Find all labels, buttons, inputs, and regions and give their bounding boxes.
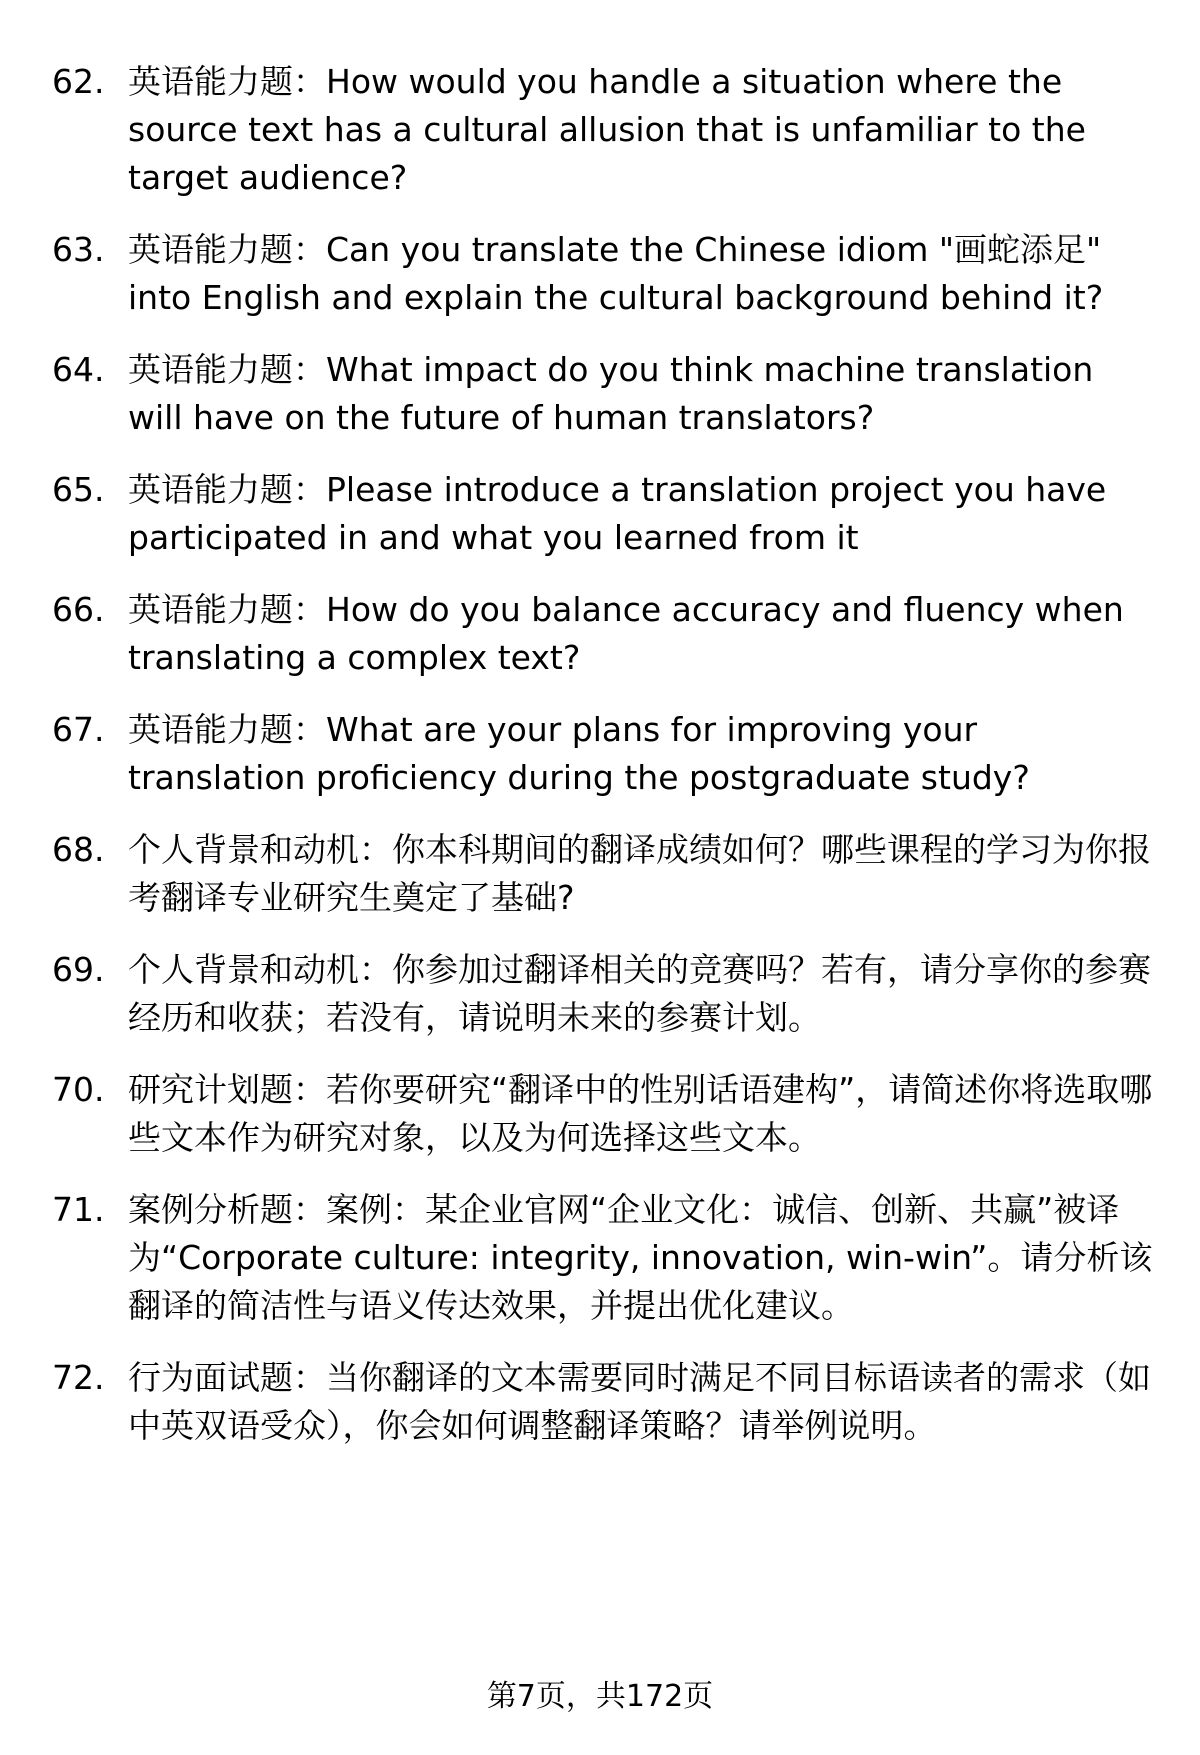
question-item xyxy=(0,826,1200,922)
question-text: 案例分析题：案例：某企业官网“企业文化：诚信、创新、共赢”被译为“Corporate culture: integrity, innovation, win-win”。请分析该翻译的简洁性与语义传达效果，并提出优化建议。 xyxy=(128,1190,1153,1325)
question-number: 70. xyxy=(52,1070,105,1109)
question-number: 66. xyxy=(52,590,105,629)
question-item xyxy=(0,1066,1200,1162)
question-item xyxy=(0,58,1200,202)
question-number: 68. xyxy=(52,830,105,869)
question-number: 71. xyxy=(52,1190,105,1229)
question-number: 67. xyxy=(52,710,105,749)
question-text: 英语能力题：How do you balance accuracy and fluency when translating a complex text? xyxy=(128,590,1124,677)
question-number: 62. xyxy=(52,62,105,101)
question-text: 个人背景和动机：你参加过翻译相关的竞赛吗？若有，请分享你的参赛经历和收获；若没有，请说明未来的参赛计划。 xyxy=(128,950,1151,1037)
question-number: 72. xyxy=(52,1358,105,1397)
question-item xyxy=(0,346,1200,442)
question-number: 69. xyxy=(52,950,105,989)
question-text: 行为面试题：当你翻译的文本需要同时满足不同目标语读者的需求（如中英双语受众），你会如何调整翻译策略？请举例说明。 xyxy=(128,1358,1151,1445)
question-item xyxy=(0,946,1200,1042)
question-item xyxy=(0,586,1200,682)
page-indicator: 第7页，共172页 xyxy=(486,1679,714,1714)
question-list xyxy=(0,58,1200,1474)
question-number: 63. xyxy=(52,230,105,269)
question-text: 英语能力题：How would you handle a situation where the source text has a cultural allusion that is unfamiliar to the target audience? xyxy=(128,62,1086,197)
question-item xyxy=(0,226,1200,322)
question-item xyxy=(0,706,1200,802)
question-text: 英语能力题：What are your plans for improving your translation proficiency during the postgraduate study? xyxy=(128,710,1030,797)
question-text: 个人背景和动机：你本科期间的翻译成绩如何？哪些课程的学习为你报考翻译专业研究生奠定了基础? xyxy=(128,830,1151,917)
question-text: 研究计划题：若你要研究“翻译中的性别话语建构”，请简述你将选取哪些文本作为研究对象，以及为何选择这些文本。 xyxy=(128,1070,1153,1157)
question-item xyxy=(0,1354,1200,1450)
question-item xyxy=(0,466,1200,562)
question-number: 64. xyxy=(52,350,105,389)
question-text: 英语能力题：Can you translate the Chinese idiom "画蛇添足" into English and explain the cultural background behind it? xyxy=(128,230,1104,317)
question-number: 65. xyxy=(52,470,105,509)
question-text: 英语能力题：Please introduce a translation project you have participated in and what you learned from it xyxy=(128,470,1107,557)
question-text: 英语能力题：What impact do you think machine translation will have on the future of human translators? xyxy=(128,350,1094,437)
question-item xyxy=(0,1186,1200,1330)
